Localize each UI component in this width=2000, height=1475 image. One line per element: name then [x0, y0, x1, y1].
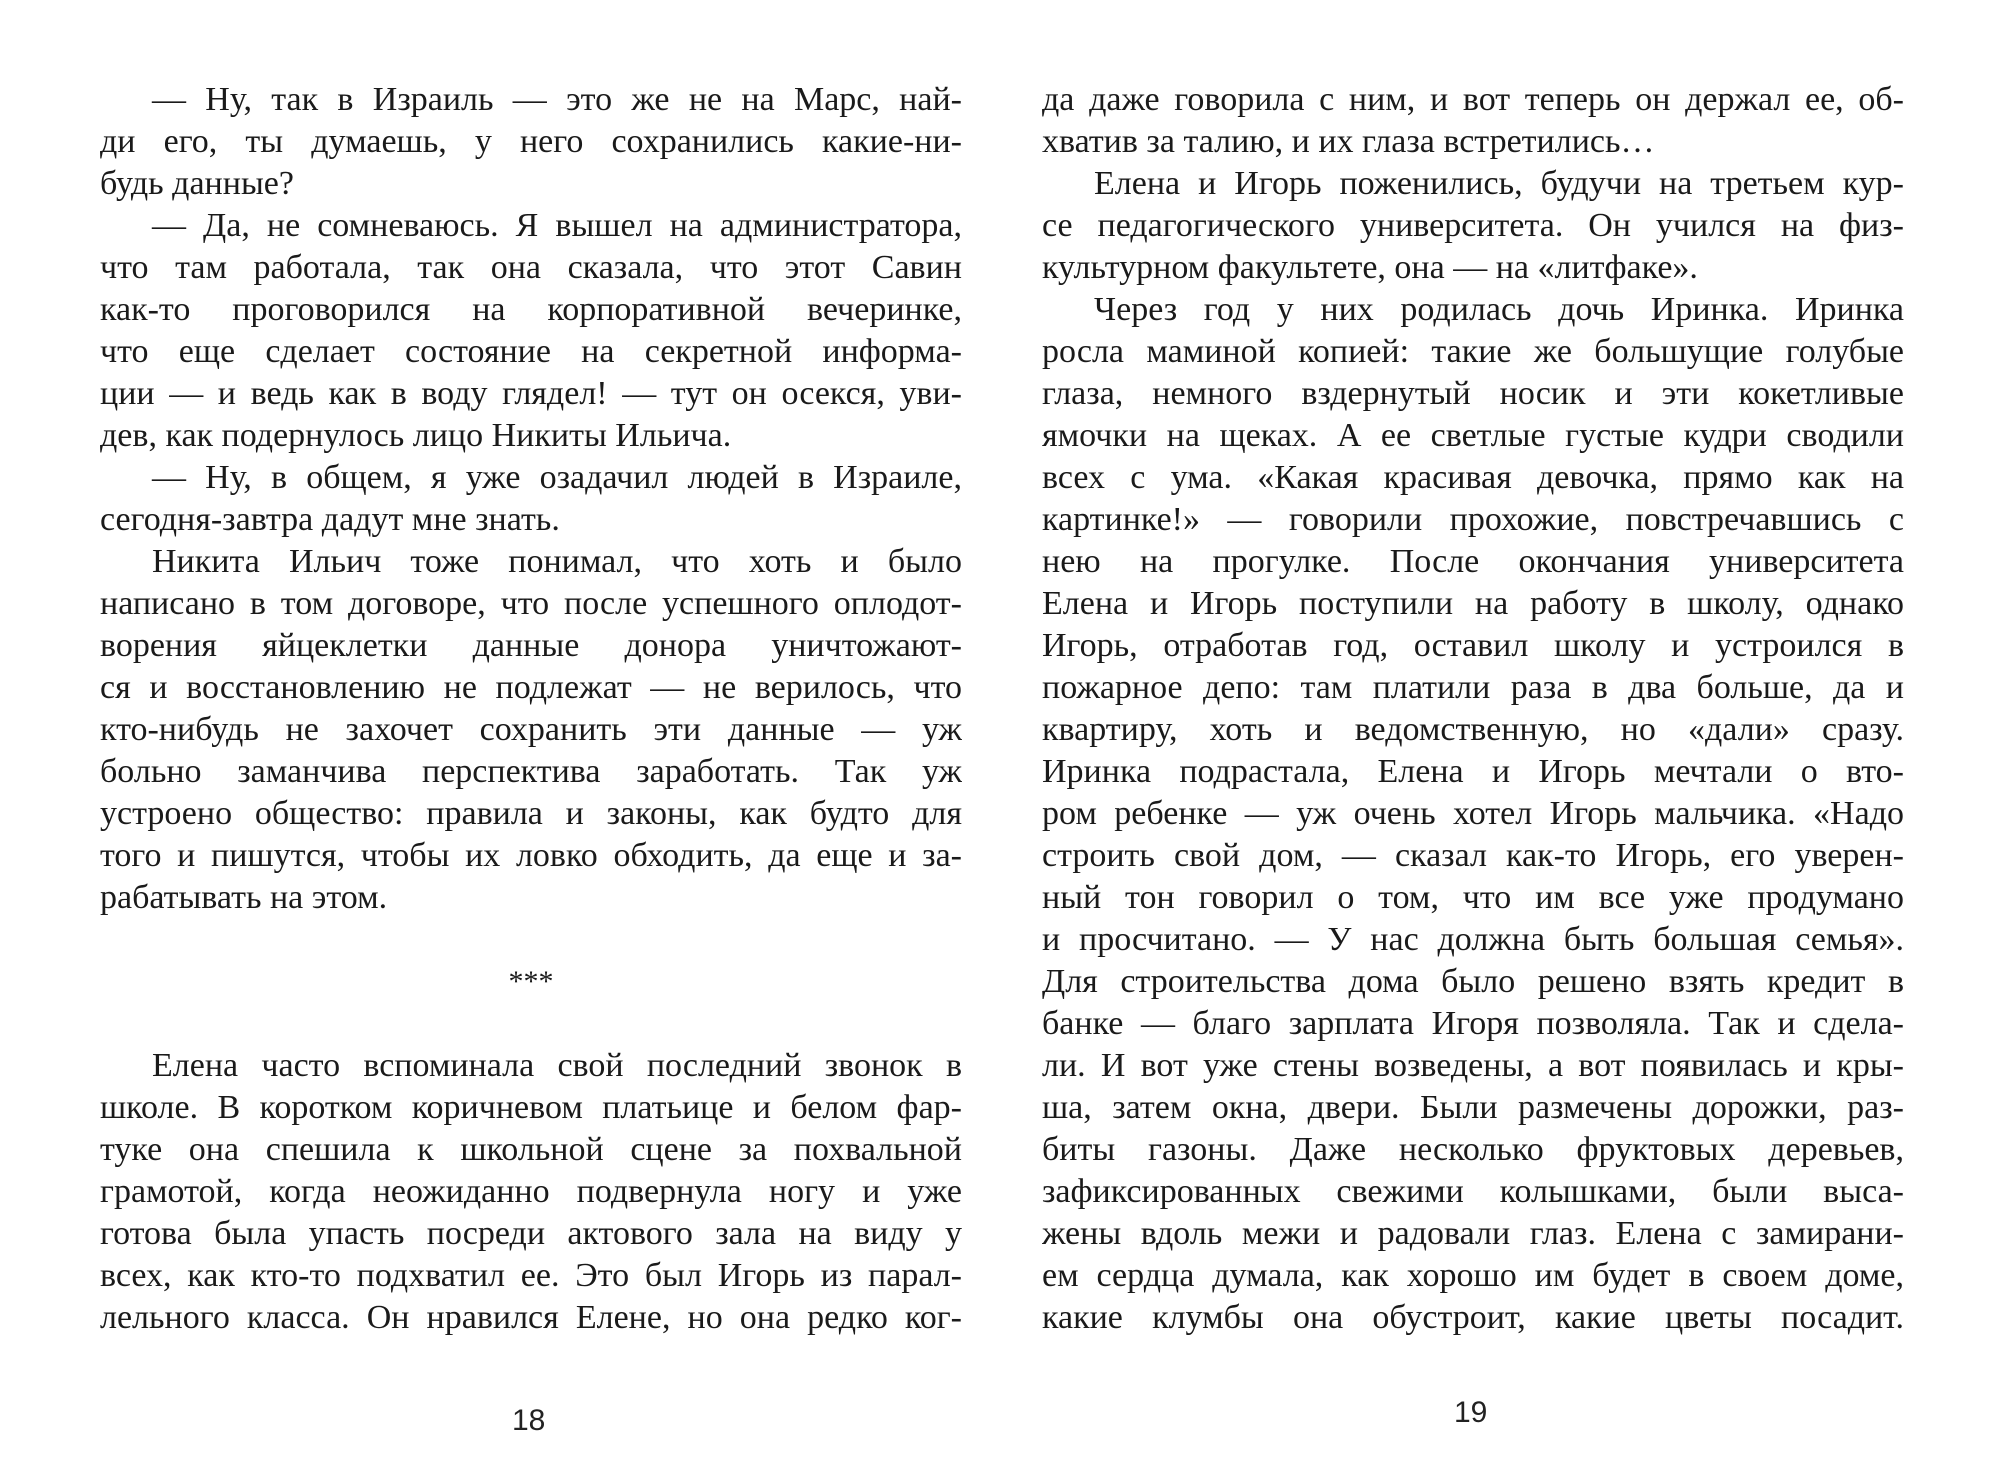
text-line: какие клумбы она обустроит, какие цветы посадит. — [1042, 1299, 1904, 1336]
text-line: нею на прогулке. После окончания университета — [1042, 543, 1904, 580]
text-line: биты газоны. Даже несколько фруктовых деревьев, — [1042, 1131, 1904, 1168]
text-line: ный тон говорил о том, что им все уже продумано — [1042, 879, 1904, 916]
text-line: зафиксированных свежими колышками, были выса- — [1042, 1173, 1904, 1210]
text-line: больно заманчива перспектива заработать. Так уж — [100, 753, 962, 790]
text-line: квартиру, хоть и ведомственную, но «дали» сразу. — [1042, 711, 1904, 748]
text-line: Елена часто вспоминала свой последний звонок в — [152, 1047, 962, 1084]
text-line: ди его, ты думаешь, у него сохранились какие-ни- — [100, 123, 962, 160]
text-line: ворения яйцеклетки данные донора уничтожают- — [100, 627, 962, 664]
text-line: лельного класса. Он нравился Елене, но она редко ког- — [100, 1299, 962, 1336]
text-line: ции — и ведь как в воду глядел! — тут он осекся, уви- — [100, 375, 962, 412]
text-line: как-то проговорился на корпоративной вечеринке, — [100, 291, 962, 328]
text-line: — Да, не сомневаюсь. Я вышел на администратора, — [152, 207, 962, 244]
text-line: — Ну, в общем, я уже озадачил людей в Израиле, — [152, 459, 962, 496]
text-line: ем сердца думала, как хорошо им будет в своем доме, — [1042, 1257, 1904, 1294]
text-line: сегодня-завтра дадут мне знать. — [100, 501, 560, 538]
text-line: Для строительства дома было решено взять кредит в — [1042, 963, 1904, 1000]
text-line: хватив за талию, и их глаза встретились… — [1042, 123, 1655, 160]
text-line: что там работала, так она сказала, что этот Савин — [100, 249, 962, 286]
text-line: ром ребенке — уж очень хотел Игорь мальчика. «Надо — [1042, 795, 1904, 832]
text-line: ся и восстановлению не подлежат — не верилось, что — [100, 669, 962, 706]
text-line: всех, как кто-то подхватил ее. Это был Игорь из парал- — [100, 1257, 962, 1294]
section-separator: *** — [508, 965, 554, 998]
text-line: се педагогического университета. Он учился на физ- — [1042, 207, 1904, 244]
text-line: того и пишутся, чтобы их ловко обходить, да еще и за- — [100, 837, 962, 874]
text-line: что еще сделает состояние на секретной информа- — [100, 333, 962, 370]
text-line: Никита Ильич тоже понимал, что хоть и было — [152, 543, 962, 580]
text-line: ли. И вот уже стены возведены, а вот появилась и кры- — [1042, 1047, 1904, 1084]
right-page — [1000, 0, 2000, 1475]
text-line: Через год у них родилась дочь Иринка. Иринка — [1094, 291, 1904, 328]
text-line: написано в том договоре, что после успешного оплодот- — [100, 585, 962, 622]
page-number: 19 — [1454, 1396, 1488, 1429]
text-line: туке она спешила к школьной сцене за похвальной — [100, 1131, 962, 1168]
text-line: готова была упасть посреди актового зала на виду у — [100, 1215, 962, 1252]
text-line: ша, затем окна, двери. Были размечены дорожки, раз- — [1042, 1089, 1904, 1126]
text-line: школе. В коротком коричневом платьице и белом фар- — [100, 1089, 962, 1126]
text-line: устроено общество: правила и законы, как будто для — [100, 795, 962, 832]
text-line: да даже говорила с ним, и вот теперь он держал ее, об- — [1042, 81, 1904, 118]
text-line: жены вдоль межи и радовали глаз. Елена с замирани- — [1042, 1215, 1904, 1252]
text-line: банке — благо зарплата Игоря позволяла. Так и сдела- — [1042, 1005, 1904, 1042]
text-line: грамотой, когда неожиданно подвернула ногу и уже — [100, 1173, 962, 1210]
text-line: ямочки на щеках. А ее светлые густые кудри сводили — [1042, 417, 1904, 454]
text-line: Елена и Игорь поступили на работу в школу, однако — [1042, 585, 1904, 622]
text-line: картинке!» — говорили прохожие, повстречавшись с — [1042, 501, 1904, 538]
text-line: Иринка подрастала, Елена и Игорь мечтали о вто- — [1042, 753, 1904, 790]
text-line: — Ну, так в Израиль — это же не на Марс, най- — [152, 81, 962, 118]
page-number: 18 — [512, 1404, 546, 1437]
text-line: Елена и Игорь поженились, будучи на третьем кур- — [1094, 165, 1904, 202]
text-line: росла маминой копией: такие же большущие голубые — [1042, 333, 1904, 370]
text-line: кто-нибудь не захочет сохранить эти данные — уж — [100, 711, 962, 748]
text-line: и просчитано. — У нас должна быть большая семья». — [1042, 921, 1904, 958]
text-line: будь данные? — [100, 165, 294, 202]
text-line: культурном факультете, она — на «литфаке». — [1042, 249, 1698, 286]
text-line: Игорь, отработав год, оставил школу и устроился в — [1042, 627, 1904, 664]
text-line: дев, как подернулось лицо Никиты Ильича. — [100, 417, 732, 454]
text-line: всех с ума. «Какая красивая девочка, прямо как на — [1042, 459, 1904, 496]
text-line: глаза, немного вздернутый носик и эти кокетливые — [1042, 375, 1904, 412]
text-line: рабатывать на этом. — [100, 879, 388, 916]
text-line: строить свой дом, — сказал как-то Игорь, его уверен- — [1042, 837, 1904, 874]
text-line: пожарное депо: там платили раза в два больше, да и — [1042, 669, 1904, 706]
